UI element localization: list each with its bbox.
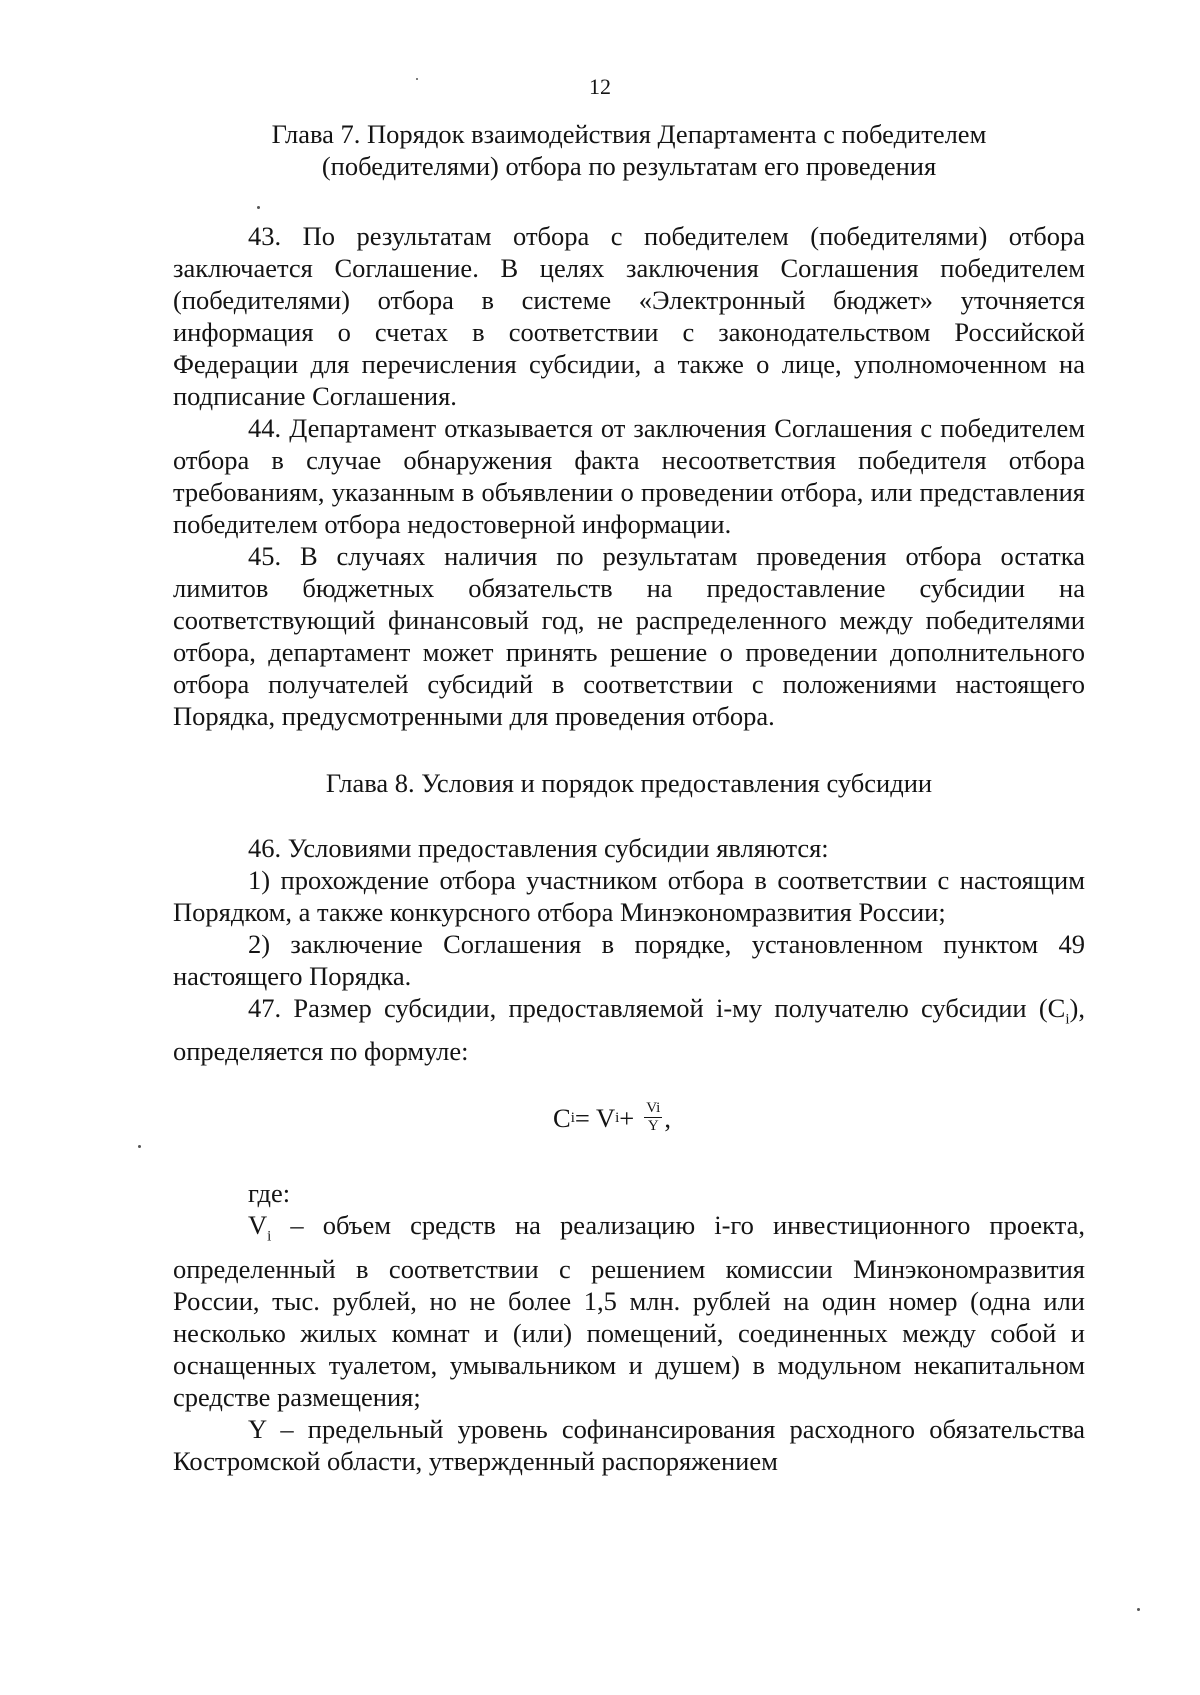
- scan-speck: [1137, 1608, 1140, 1611]
- formula-block: [173, 1067, 1085, 1177]
- formula-lhs-subscript: i: [570, 1109, 575, 1126]
- where-label: где:: [248, 1178, 291, 1209]
- paragraph-43: 43. По результатам отбора с победителем (победителями) отбора заключается Соглашение. В целях заключения Соглашения победителем (победителями) отбора в системе «Электронный бюджет» уточняется информация о счетах в соответствии с законодательством Российской Федерации для перечисления субсидии, а также о лице, уполномоченном на подписание Соглашения.: [173, 221, 1085, 411]
- chapter-7-heading: [173, 118, 1085, 182]
- chapter-7-title-line-1: Глава 7. Порядок взаимодействия Департамента с победителем: [271, 119, 987, 149]
- chapter-8-heading: Глава 8. Условия и порядок предоставления субсидии: [325, 768, 933, 798]
- paragraph-44: 44. Департамент отказывается от заключения Соглашения с победителем отбора в случае обнаружения факта несоответствия победителя отбора требованиям, указанным в объявлении о проведении отбора, или представления победителем отбора недостоверной информации.: [173, 413, 1085, 539]
- fraction-denominator: Y: [647, 1118, 659, 1135]
- definition-y: Y – предельный уровень софинансирования расходного обязательства Костромской области, утвержденный распоряжением: [173, 1413, 1085, 1476]
- formula-plus: +: [619, 1102, 635, 1133]
- paragraph-46-item-1: 1) прохождение отбора участником отбора в соответствии с настоящим Порядком, а также конкурсного отбора Минэкономразвития России;: [173, 865, 1085, 927]
- page-number: 12: [589, 74, 611, 99]
- subsidy-formula: [553, 1100, 671, 1135]
- paragraph-46: 46. Условиями предоставления субсидии являются:: [248, 833, 829, 863]
- formula-equals-v: = V: [574, 1102, 616, 1133]
- formula-comma: ,: [664, 1102, 671, 1133]
- definition-v-symbol: V: [248, 1210, 268, 1241]
- document-body: [173, 118, 1085, 1477]
- paragraph-47-text-start: 47. Размер субсидии, предоставляемой i-му получателю субсидии (C: [248, 993, 1066, 1023]
- formula-v-subscript: i: [615, 1109, 620, 1126]
- paragraph-45: 45. В случаях наличия по результатам проведения отбора остатка лимитов бюджетных обязательств на предоставление субсидии на соответствующий финансовый год, не распределенного между победителями отбора, департамент может принять решение о проведении дополнительного отбора получателей субсидий в соответствии с положениями настоящего Порядка, предусмотренными для проведения отбора.: [173, 541, 1085, 731]
- paragraph-47-text-end: ), определяется по формуле:: [173, 993, 1085, 1067]
- definition-v-text: – объем средств на реализацию i-го инвестиционного проекта, определенный в соответствии с решением комиссии Минэкономразвития России, тыс. рублей, но не более 1,5 млн. рублей на один номер (одна или несколько жилых комнат и (или) помещений, соединенных между собой и оснащенных туалетом, умывальником и душем) в модульном некапитальном средстве размещения;: [173, 1210, 1085, 1412]
- formula-fraction: [644, 1100, 662, 1135]
- scan-speck: [257, 206, 260, 209]
- paragraph-46-item-2: 2) заключение Соглашения в порядке, установленном пунктом 49 настоящего Порядка.: [173, 929, 1085, 991]
- paragraph-47-subscript: i: [1065, 1011, 1070, 1028]
- scan-speck: [416, 78, 418, 80]
- paragraph-47: [173, 992, 1085, 1067]
- chapter-7-title-line-2: (победителями) отбора по результатам его проведения: [321, 151, 937, 181]
- definition-v-subscript: i: [267, 1228, 272, 1245]
- scan-speck: [138, 1145, 141, 1148]
- definition-v: [173, 1209, 1085, 1412]
- fraction-numerator: Vi: [646, 1100, 661, 1117]
- formula-lhs: C: [553, 1102, 571, 1133]
